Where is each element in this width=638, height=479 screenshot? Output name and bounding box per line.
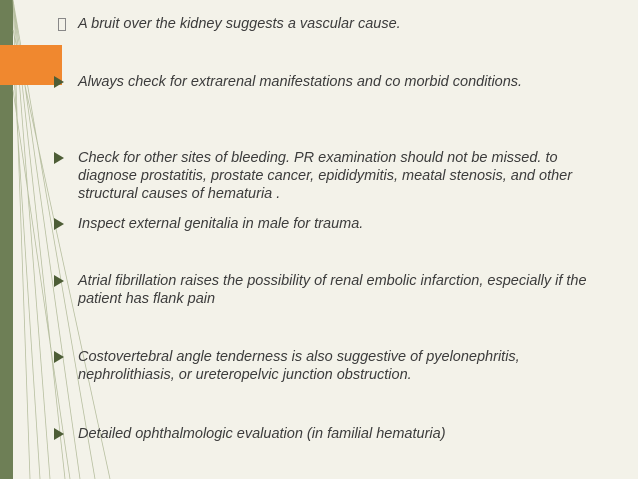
bullet-item bbox=[60, 149, 600, 203]
bullet-item bbox=[60, 215, 600, 233]
bullet-item bbox=[60, 15, 600, 33]
bullet-text: Inspect external genitalia in male for trauma. bbox=[78, 216, 364, 232]
arrow-bullet-icon bbox=[54, 351, 64, 363]
arrow-bullet-icon bbox=[54, 218, 64, 230]
bullet-text: Always check for extrarenal manifestations and co morbid conditions. bbox=[78, 74, 523, 90]
arrow-bullet-icon bbox=[54, 76, 64, 88]
bullet-text: Detailed ophthalmologic evaluation (in familial hematuria) bbox=[78, 426, 446, 442]
bullet-item bbox=[60, 348, 600, 384]
bullet-text: A bruit over the kidney suggests a vascular cause. bbox=[78, 16, 401, 32]
bullet-item bbox=[60, 425, 600, 443]
arrow-bullet-icon bbox=[54, 275, 64, 287]
bullet-text: Check for other sites of bleeding. PR examination should not be missed. to diagnose prostatitis, prostate cancer, epididymitis, meatal stenosis, and other structural causes of hematuria . bbox=[78, 150, 573, 202]
boxed-bullet-icon bbox=[58, 18, 66, 31]
arrow-bullet-icon bbox=[54, 152, 64, 164]
bullet-text: Costovertebral angle tenderness is also suggestive of pyelonephritis, nephrolithiasis, or ureteropelvic junction obstruction. bbox=[78, 349, 520, 383]
bullet-item bbox=[60, 272, 600, 308]
bullet-text: Atrial fibrillation raises the possibility of renal embolic infarction, especially if the patient has flank pain bbox=[78, 273, 587, 307]
bullet-item bbox=[60, 73, 600, 91]
arrow-bullet-icon bbox=[54, 428, 64, 440]
